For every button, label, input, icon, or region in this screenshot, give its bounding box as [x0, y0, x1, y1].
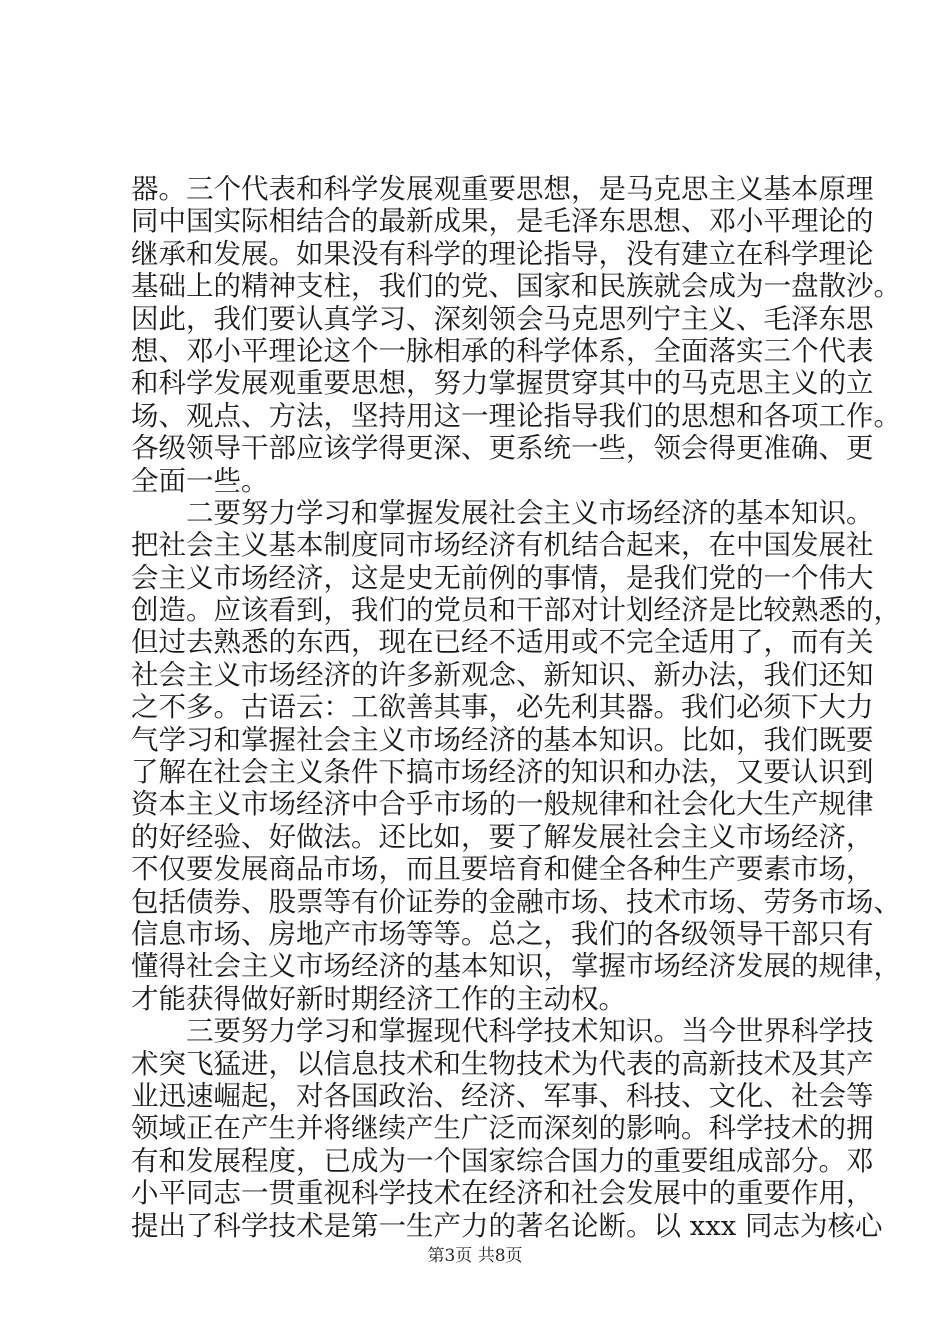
text-line: 把社会主义基本制度同市场经济有机结合起来，在中国发展社 [131, 529, 874, 562]
text-line: 的好经验、好做法。还比如，要了解发展社会主义市场经济， [131, 820, 874, 853]
text-line: 全面一些。 [131, 464, 269, 497]
text-line: 会主义市场经济，这是史无前例的事情，是我们党的一个伟大 [131, 561, 874, 594]
text-line: 创造。应该看到，我们的党员和干部对计划经济是比较熟悉的， [131, 594, 901, 627]
text-line: 因此，我们要认真学习、深刻领会马克思列宁主义、毛泽东思 [131, 302, 874, 335]
text-line: 资本主义市场经济中合乎市场的一般规律和社会化大生产规律 [131, 788, 874, 821]
text-line: 术突飞猛进，以信息技术和生物技术为代表的高新技术及其产 [131, 1047, 874, 1080]
text-line: 三要努力学习和掌握现代科学技术知识。当今世界科学技 [186, 1015, 874, 1048]
text-line: 气学习和掌握社会主义市场经济的基本知识。比如，我们既要 [131, 723, 874, 756]
text-line: 有和发展程度，已成为一个国家综合国力的重要组成部分。邓 [131, 1144, 874, 1177]
text-line: 各级领导干部应该学得更深、更系统一些，领会得更准确、更 [131, 432, 874, 465]
text-line: 领域正在产生并将继续产生广泛而深刻的影响。科学技术的拥 [131, 1112, 874, 1145]
paragraph [131, 496, 901, 1015]
text-line: 才能获得做好新时期经济工作的主动权。 [131, 982, 626, 1015]
text-line: 基础上的精神支柱，我们的党、国家和民族就会成为一盘散沙。 [131, 270, 901, 303]
paragraph [131, 173, 901, 497]
text-line: 器。三个代表和科学发展观重要思想，是马克思主义基本原理 [131, 173, 874, 205]
text-line: 小平同志一贯重视科学技术在经济和社会发展中的重要作用， [131, 1177, 874, 1210]
text-line: 二要努力学习和掌握发展社会主义市场经济的基本知识。 [186, 496, 874, 529]
document-body [131, 173, 901, 1242]
text-line: 懂得社会主义市场经济的基本知识，掌握市场经济发展的规律， [131, 950, 901, 983]
text-line: 和科学发展观重要思想，努力掌握贯穿其中的马克思主义的立 [131, 367, 874, 400]
text-line: 想、邓小平理论这个一脉相承的科学体系，全面落实三个代表 [131, 334, 874, 367]
text-line: 信息市场、房地产市场等等。总之，我们的各级领导干部只有 [131, 917, 874, 950]
text-line: 但过去熟悉的东西，现在已经不适用或不完全适用了，而有关 [131, 626, 874, 659]
page-number-label: 第3页 共8页 [427, 1246, 523, 1266]
text-line: 同中国实际相结合的最新成果，是毛泽东思想、邓小平理论的 [131, 205, 874, 238]
text-line: 不仅要发展商品市场，而且要培育和健全各种生产要素市场， [131, 853, 874, 886]
text-line: 之不多。古语云：工欲善其事，必先利其器。我们必须下大力 [131, 691, 874, 724]
text-line: 继承和发展。如果没有科学的理论指导，没有建立在科学理论 [131, 237, 874, 270]
page-footer [0, 1245, 950, 1267]
text-line: 场、观点、方法，坚持用这一理论指导我们的思想和各项工作。 [131, 399, 901, 432]
paragraph [131, 1015, 883, 1242]
text-line: 提出了科学技术是第一生产力的著名论断。以 xxx 同志为核心 [131, 1209, 883, 1242]
text-line: 社会主义市场经济的许多新观念、新知识、新办法，我们还知 [131, 658, 874, 691]
text-line: 了解在社会主义条件下搞市场经济的知识和办法，又要认识到 [131, 756, 874, 789]
text-line: 包括债券、股票等有价证券的金融市场、技术市场、劳务市场、 [131, 885, 901, 918]
text-line: 业迅速崛起，对各国政治、经济、军事、科技、文化、社会等 [131, 1079, 874, 1112]
